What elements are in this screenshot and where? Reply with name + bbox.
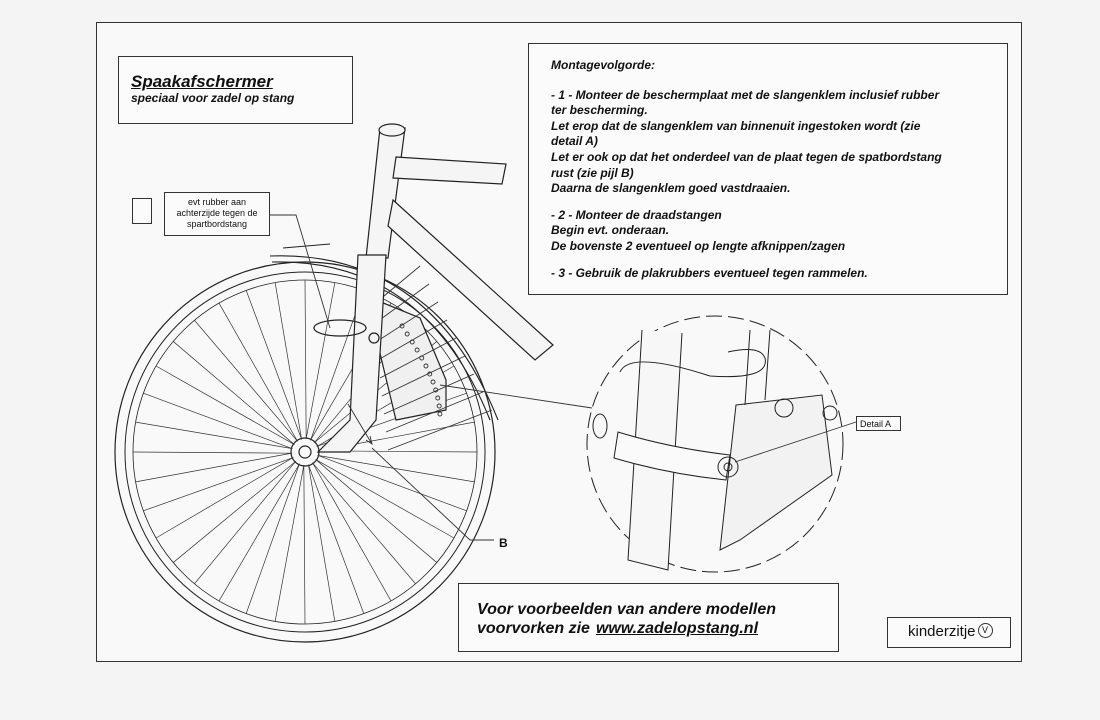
step-2 [551, 208, 993, 255]
arrow-b-label: B [499, 536, 508, 550]
page-title: Spaakafschermer [131, 72, 273, 91]
promo-prefix: voorvorken zie [477, 620, 590, 637]
brand-box [887, 617, 1011, 648]
rubber-note-line: evt rubber aan [187, 197, 247, 207]
promo-box [458, 583, 839, 652]
rubber-note-callout [164, 192, 270, 236]
instructions-heading: Montagevolgorde: [551, 58, 655, 72]
step-1-line: detail A) [551, 134, 598, 149]
brand-name: kinderzitje [908, 623, 976, 640]
step-1-line: Let erop dat de slangenklem van binnenuit ingestoken wordt (zie [551, 118, 921, 133]
detail-a-view [587, 316, 843, 572]
promo-line-1: Voor voorbeelden van andere modellen [477, 601, 777, 618]
step-1-line: rust (zie pijl B) [551, 165, 634, 180]
step-3 [551, 266, 993, 282]
assembly-instructions [528, 43, 1008, 295]
step-1 [551, 88, 993, 197]
step-1-line: Daarna de slangenklem goed vastdraaien. [551, 181, 791, 196]
step-3-line: - 3 - Gebruik de plakrubbers eventueel tegen rammelen. [551, 265, 868, 280]
brand-mark-icon: V [978, 623, 993, 638]
step-2-line: De bovenste 2 eventueel op lengte afknippen/zagen [551, 238, 846, 253]
title-box [118, 56, 353, 124]
rubber-note-line: spartbordstang [186, 219, 248, 229]
step-2-line: Begin evt. onderaan. [551, 223, 670, 238]
front-wheel [115, 262, 495, 642]
detail-a-label: Detail A [856, 416, 901, 431]
step-1-line: Let er ook op dat het onderdeel van de plaat tegen de spatbordstang [551, 149, 942, 164]
legend-square [132, 198, 152, 224]
rubber-note-line: achterzijde tegen de [176, 208, 258, 218]
step-1-line: ter bescherming. [551, 103, 648, 118]
website-link[interactable]: www.zadelopstang.nl [595, 620, 759, 637]
promo-line-2 [477, 619, 838, 638]
step-1-line: - 1 - Monteer de beschermplaat met de slangenklem inclusief rubber [551, 87, 940, 102]
step-2-line: - 2 - Monteer de draadstangen [551, 207, 722, 222]
page-subtitle: speciaal voor zadel op stang [131, 91, 295, 105]
